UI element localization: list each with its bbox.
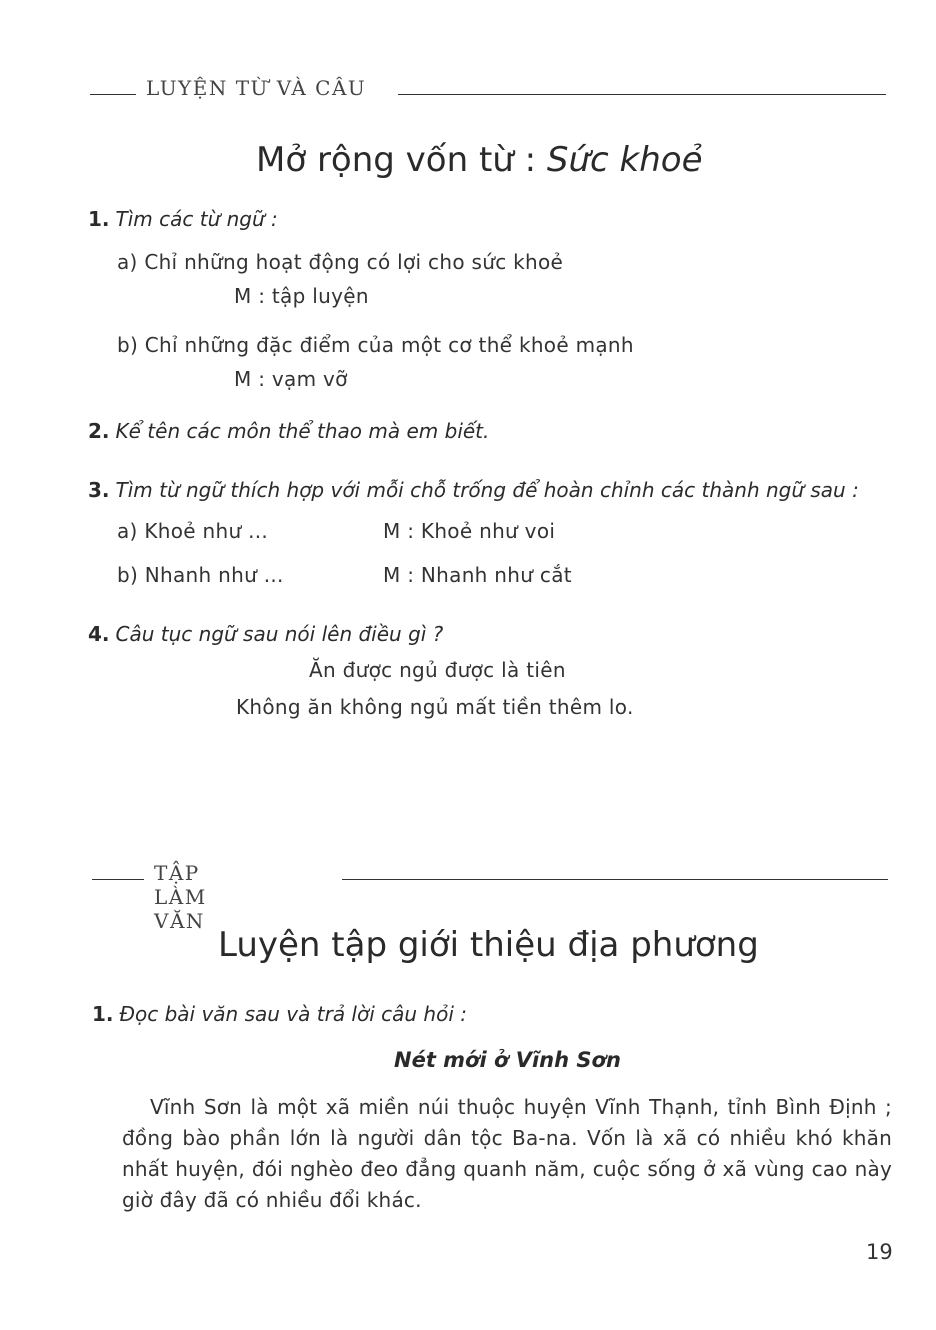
section2-question-1: [92, 1002, 467, 1026]
section-name: LUYỆN TỪ VÀ CÂU: [146, 76, 367, 100]
header-rule-right: [342, 879, 888, 880]
q3-item-a-example: M : Khoẻ như voi: [383, 519, 556, 543]
q3-item-b: b) Nhanh như ...: [117, 563, 284, 587]
question-3: [88, 478, 859, 502]
q1-item-a-example: M : tập luyện: [234, 284, 369, 308]
lesson-title-main: Mở rộng vốn từ :: [256, 140, 547, 180]
question-1: [88, 207, 278, 231]
lesson-title: [256, 140, 703, 180]
question-number: 1.: [92, 1002, 114, 1026]
question-number: 4.: [88, 622, 110, 646]
header-rule-right: [398, 94, 886, 95]
header-rule-left: [92, 879, 144, 880]
question-number: 3.: [88, 478, 110, 502]
page-number: 19: [866, 1240, 893, 1264]
reading-paragraph: Vĩnh Sơn là một xã miền núi thuộc huyện Vĩnh Thạnh, tỉnh Bình Định ; đồng bào phần lớn là người dân tộc Ba-na. Vốn là xã có nhiều khó khăn nhất huyện, đói nghèo đeo đẳng quanh năm, cuộc sống ở xã vùng cao này giờ đây đã có nhiều đổi khác.: [122, 1095, 892, 1212]
question-text: Tìm từ ngữ thích hợp với mỗi chỗ trống để hoàn chỉnh các thành ngữ sau :: [115, 478, 859, 502]
question-4: [88, 622, 443, 646]
question-text: Kể tên các môn thể thao mà em biết.: [115, 419, 490, 443]
lesson-title-topic: Sức khoẻ: [546, 140, 703, 180]
question-text: Đọc bài văn sau và trả lời câu hỏi :: [119, 1002, 467, 1026]
q3-item-b-example: M : Nhanh như cắt: [383, 563, 572, 587]
reading-title: Nét mới ở Vĩnh Sơn: [394, 1048, 621, 1072]
q1-item-b: b) Chỉ những đặc điểm của một cơ thể khoẻ mạnh: [117, 333, 634, 357]
question-text: Câu tục ngữ sau nói lên điều gì ?: [115, 622, 444, 646]
header-rule-left: [90, 94, 136, 95]
q1-item-a: a) Chỉ những hoạt động có lợi cho sức khoẻ: [117, 250, 564, 274]
lesson-title-2: Luyện tập giới thiệu địa phương: [218, 925, 759, 965]
q3-item-a: a) Khoẻ như ...: [117, 519, 269, 543]
question-number: 1.: [88, 207, 110, 231]
question-2: [88, 419, 489, 443]
question-text: Tìm các từ ngữ :: [115, 207, 278, 231]
q1-item-b-example: M : vạm vỡ: [234, 367, 348, 391]
question-number: 2.: [88, 419, 110, 443]
proverb-line-2: Không ăn không ngủ mất tiền thêm lo.: [236, 695, 634, 719]
section-header-luyen-tu-va-cau: [90, 76, 886, 106]
proverb-line-1: Ăn được ngủ được là tiên: [309, 658, 566, 682]
section-name: TẬP LÀM VĂN: [154, 861, 207, 933]
